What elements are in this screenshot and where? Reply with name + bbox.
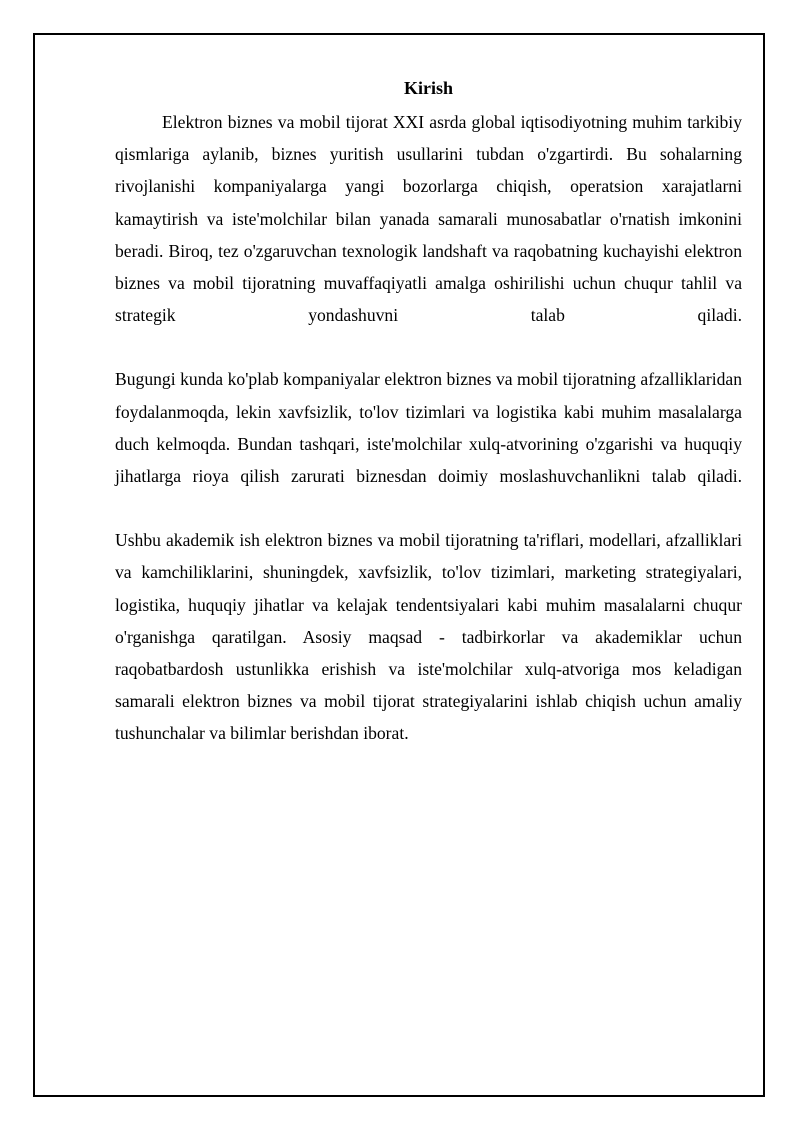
paragraph-gap	[115, 492, 742, 524]
paragraph-gap	[115, 331, 742, 363]
paragraph-2: Bugungi kunda ko'plab kompaniyalar elektron biznes va mobil tijoratning afzalliklaridan foydalanmoqda, lekin xavfsizlik, to'lov tizimlari va logistika kabi muhim masalalarga duch kelmoqda. Bundan tashqari, iste'molchilar xulq-atvorining o'zgarishi va huquqiy jihatlarga rioya qilish zarurati biznesdan doimiy moslashuvchanlikni talab qiladi.	[115, 369, 742, 487]
paragraph-1: Elektron biznes va mobil tijorat XXI asrda global iqtisodiyotning muhim tarkibiy qismlariga aylanib, biznes yuritish usullarini tubdan o'zgartirdi. Bu sohalarning rivojlanishi kompaniyalarga yangi bozorlarga chiqish, operatsion xarajatlarni kamaytirish va iste'molchilar bilan yanada samarali munosabatlar o'rnatish imkonini beradi. Biroq, tez o'zgaruvchan texnologik landshaft va raqobatning kuchayishi elektron biznes va mobil tijoratning muvaffaqiyatli amalga oshirilishi uchun chuqur tahlil va strategik yondashuvni talab qiladi.	[115, 112, 742, 326]
document-title: Kirish	[403, 78, 453, 98]
paragraph-3: Ushbu akademik ish elektron biznes va mobil tijoratning ta'riflari, modellari, afzalliklari va kamchiliklarini, shuningdek, xavfsizlik, to'lov tizimlari, marketing strategiyalari, logistika, huquqiy jihatlar va kelajak tendentsiyalari kabi muhim masalalarni chuqur o'rganishga qaratilgan. Asosiy maqsad - tadbirkorlar va akademiklar uchun raqobatbardosh ustunlikka erishish va iste'molchilar xulq-atvoriga mos keladigan samarali elektron biznes va mobil tijorat strategiyalarini ishlab chiqish uchun amaliy tushunchalar va bilimlar berishdan iborat.	[115, 530, 742, 744]
document-body	[115, 76, 742, 750]
